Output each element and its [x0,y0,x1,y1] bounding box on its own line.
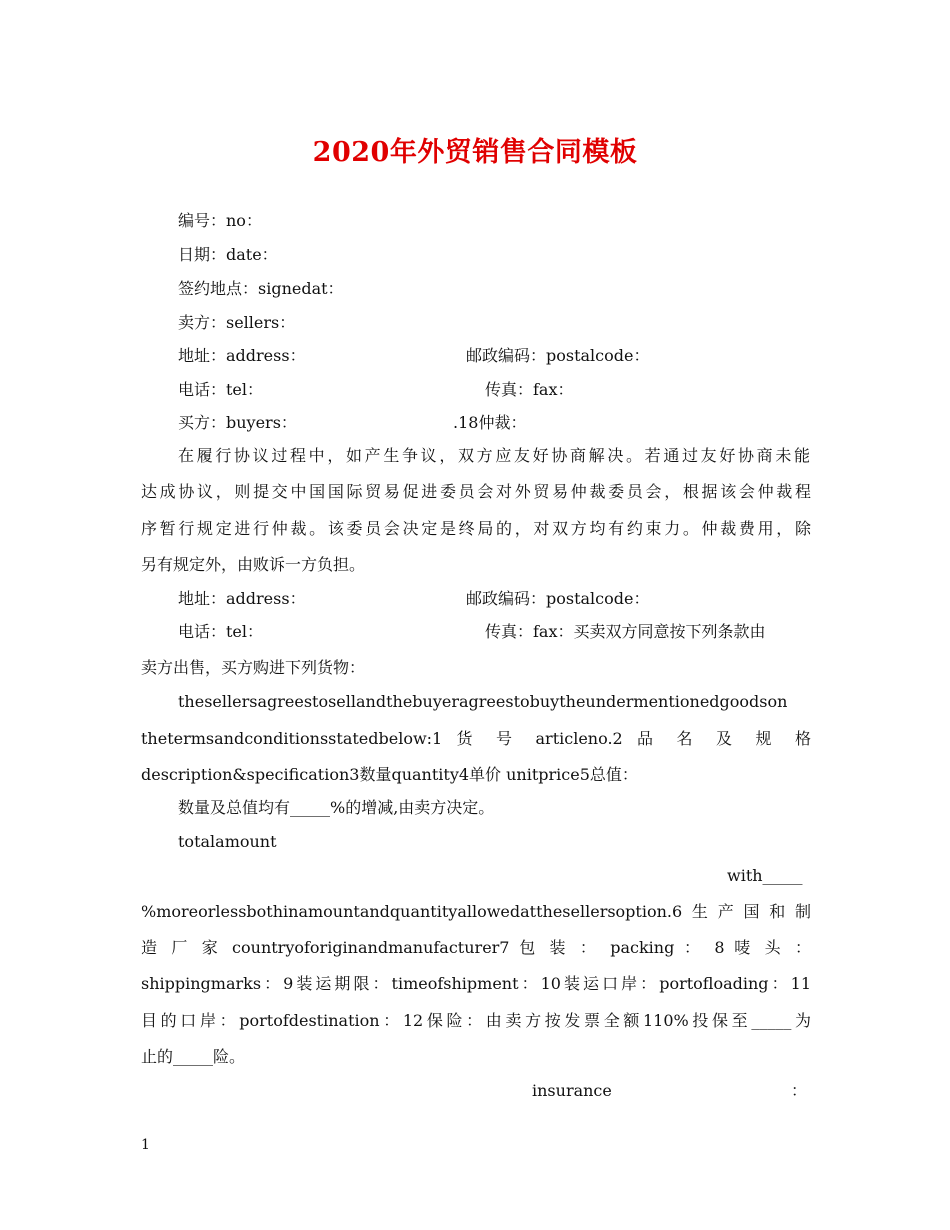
arbitration-para-line-1: 在履行协议过程中，如产生争议，双方应友好协商解决。若通过友好协商未能 [178,446,810,465]
english-terms-line-3: description&specification3数量quantity4单价 unitprice5总值： [141,765,638,784]
quantity-total-line: 数量及总值均有_____%的增减,由卖方决定。 [178,798,495,817]
english-terms-line-2: thetermsandconditionsstatedbelow:1 货 号 articleno.2 品 名 及 规 格 [141,729,811,748]
more-or-less-line-4: 目的口岸：portofdestination：12保险：由卖方按发票全额110%投保至_____为 [141,1011,811,1030]
seller-postal-line: 邮政编码：postalcode： [466,346,650,365]
buyer-address-line: 地址：address： [178,589,306,608]
arbitration-para-line-3: 序暂行规定进行仲裁。该委员会决定是终局的，对双方均有约束力。仲裁费用，除 [141,519,811,538]
seller-address-line: 地址：address： [178,346,306,365]
insurance-label: insurance [532,1081,612,1100]
date-line: 日期：date： [178,245,278,264]
buyers-line: 买方：buyers： [178,413,297,432]
buyer-tel-line: 电话：tel： [178,622,264,641]
agreement-line: 卖方出售，买方购进下列货物： [141,658,366,677]
arbitration-para-line-4: 另有规定外，由败诉一方负担。 [141,555,366,574]
more-or-less-line-1: %moreorlessbothinamountandquantityallowedatthesellersoption.6生产国和制 [141,902,811,921]
english-terms-line-1: thesellersagreestosellandthebuyeragreestobuytheundermentionedgoodson [178,692,788,711]
page-number: 1 [141,1137,150,1153]
more-or-less-line-2: 造 厂 家 countryoforiginandmanufacturer7 包 装 ： packing ： 8 唛 头 ： [141,938,811,957]
signed-at-line: 签约地点：signedat： [178,279,344,298]
document-title: 2020年外贸销售合同模板 [312,137,638,168]
more-or-less-line-5: 止的_____险。 [141,1047,246,1066]
seller-fax-line: 传真：fax： [485,380,574,399]
seller-tel-line: 电话：tel： [178,380,264,399]
contract-number-line: 编号：no： [178,211,262,230]
insurance-colon: ： [791,1081,808,1100]
total-amount-line: totalamount [178,832,277,851]
buyer-postal-line: 邮政编码：postalcode： [466,589,650,608]
buyer-fax-line: 传真：fax：买卖双方同意按下列条款由 [485,622,766,641]
more-or-less-line-3: shippingmarks：9装运期限：timeofshipment：10装运口岸：portofloading：11 [141,974,811,993]
arbitration-heading: .18仲裁： [453,413,527,432]
arbitration-para-line-2: 达成协议，则提交中国国际贸易促进委员会对外贸易仲裁委员会，根据该会仲裁程 [141,482,811,501]
sellers-line: 卖方：sellers： [178,313,296,332]
with-line: with_____ [727,866,803,885]
